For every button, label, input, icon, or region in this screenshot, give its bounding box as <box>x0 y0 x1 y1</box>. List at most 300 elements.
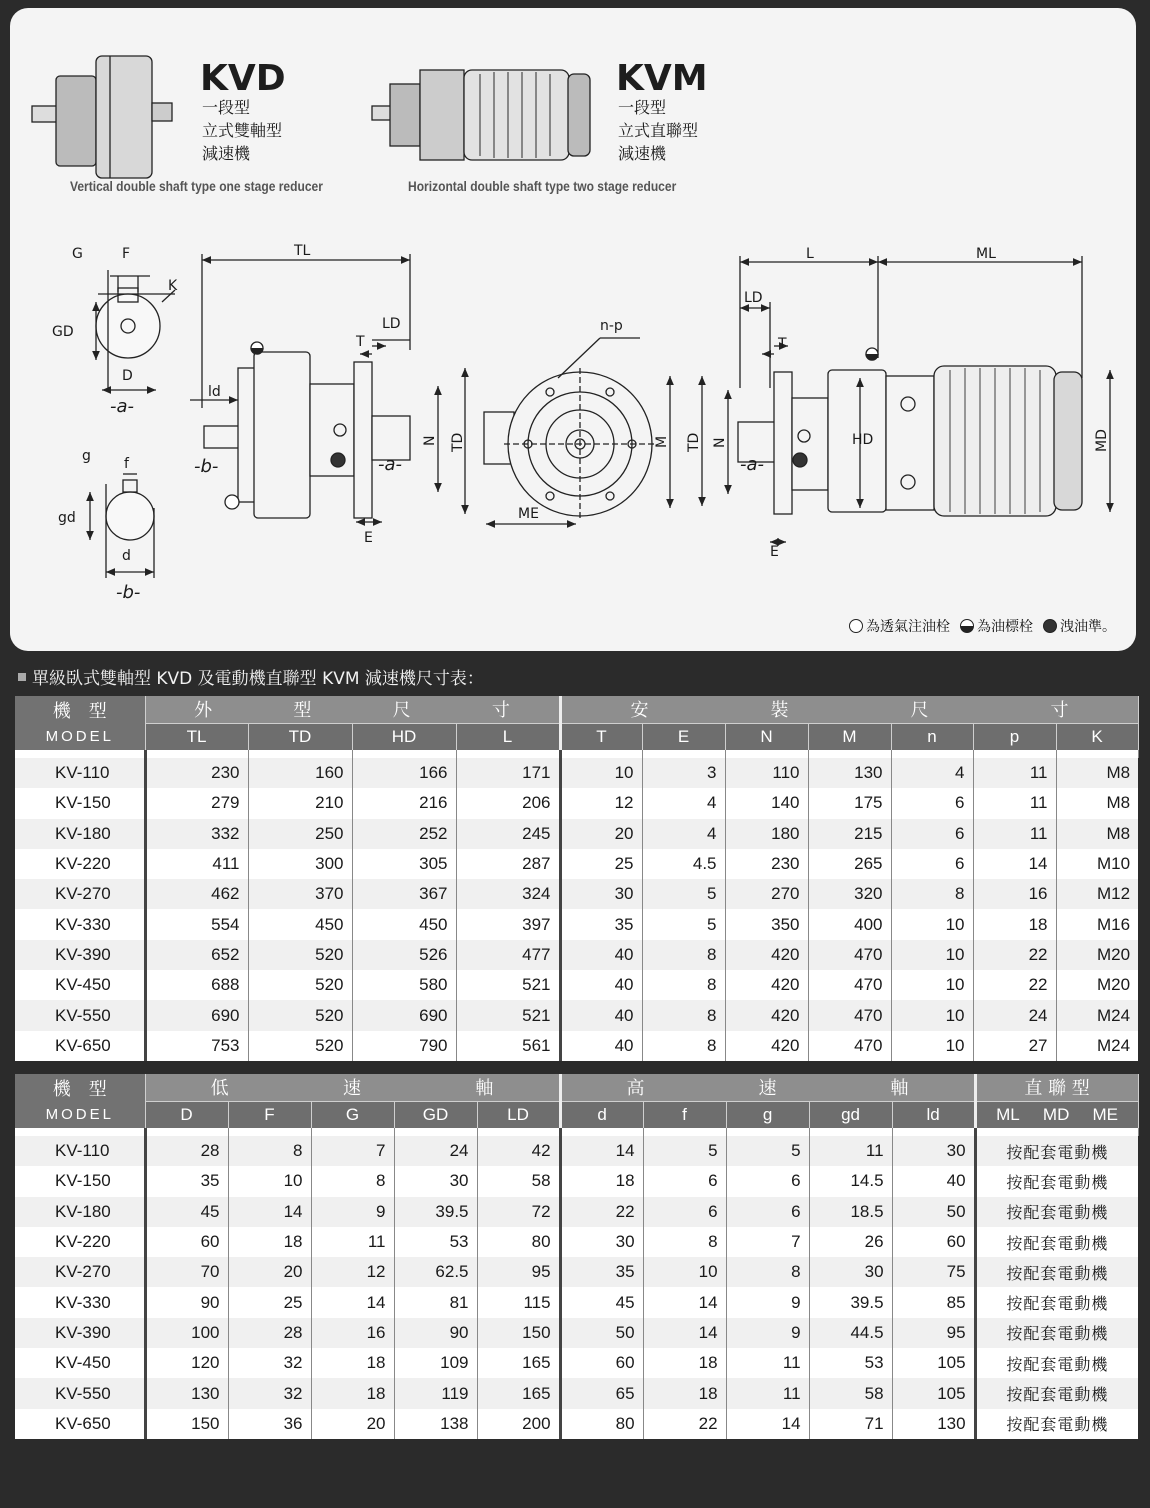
value-cell: 75 <box>892 1257 975 1287</box>
spacer-cell <box>456 750 560 758</box>
value-cell: 270 <box>725 879 808 909</box>
dim-label: n-p <box>600 318 623 334</box>
value-cell: 10 <box>560 758 642 788</box>
dim-label: F <box>122 246 131 262</box>
value-cell: 35 <box>560 909 642 939</box>
spacer-cell <box>228 1128 311 1136</box>
value-cell: 39.5 <box>394 1197 477 1227</box>
value-cell: 30 <box>394 1166 477 1196</box>
kvm-desc-line: 一段型 <box>618 98 667 117</box>
value-cell: 367 <box>352 879 456 909</box>
value-cell: 150 <box>145 1409 228 1439</box>
value-cell: 520 <box>248 970 352 1000</box>
value-cell: 53 <box>809 1348 892 1378</box>
value-cell: 105 <box>892 1378 975 1408</box>
value-cell: 150 <box>477 1318 560 1348</box>
table-row <box>15 970 1138 1000</box>
value-cell: 130 <box>808 758 891 788</box>
table-row <box>15 1287 1138 1317</box>
dim-label: HD <box>852 432 874 448</box>
value-cell: 22 <box>973 940 1056 970</box>
value-cell: 7 <box>726 1227 809 1257</box>
column-header: TL <box>145 723 248 750</box>
value-cell: 81 <box>394 1287 477 1317</box>
value-cell: 100 <box>145 1318 228 1348</box>
value-cell: 22 <box>973 970 1056 1000</box>
motor-note-cell: 按配套電動機 <box>975 1257 1138 1287</box>
value-cell: 332 <box>145 819 248 849</box>
dimension-table-2 <box>15 1074 1139 1439</box>
view-label: -a- <box>378 454 403 475</box>
column-header: M <box>808 723 891 750</box>
value-cell: 206 <box>456 788 560 818</box>
value-cell: 32 <box>228 1378 311 1408</box>
drain-plug-icon <box>1043 619 1057 633</box>
group-char: 軸 <box>475 1078 494 1100</box>
section-title-text: 單級臥式雙軸型 KVD 及電動機直聯型 KVM 減速機尺寸表： <box>32 669 484 689</box>
value-cell: 8 <box>891 879 973 909</box>
model-cell: KV-650 <box>15 1409 145 1439</box>
value-cell: 287 <box>456 849 560 879</box>
value-cell: 27 <box>973 1031 1056 1061</box>
value-cell: 11 <box>726 1378 809 1408</box>
value-cell: M20 <box>1056 970 1138 1000</box>
value-cell: 526 <box>352 940 456 970</box>
model-cell: KV-550 <box>15 1000 145 1030</box>
group-char: 軸 <box>890 1078 909 1100</box>
value-cell: 6 <box>891 849 973 879</box>
kvd-model-name: KVD <box>200 58 286 99</box>
value-cell: M20 <box>1056 940 1138 970</box>
spacer-cell <box>891 750 973 758</box>
column-header: ld <box>892 1101 975 1128</box>
value-cell: 120 <box>145 1348 228 1378</box>
value-cell: 10 <box>891 1031 973 1061</box>
value-cell: 32 <box>228 1348 311 1378</box>
value-cell: 30 <box>560 1227 643 1257</box>
value-cell: 39.5 <box>809 1287 892 1317</box>
value-cell: 60 <box>145 1227 228 1257</box>
motor-note-cell: 按配套電動機 <box>975 1348 1138 1378</box>
value-cell: 10 <box>643 1257 726 1287</box>
group-header-outline <box>145 696 560 723</box>
spacer-cell <box>15 750 145 758</box>
value-cell: 22 <box>643 1409 726 1439</box>
group-char: 安 <box>630 700 649 722</box>
value-cell: 411 <box>145 849 248 879</box>
value-cell: 130 <box>145 1378 228 1408</box>
value-cell: 71 <box>809 1409 892 1439</box>
value-cell: 520 <box>248 940 352 970</box>
value-cell: M8 <box>1056 819 1138 849</box>
value-cell: 160 <box>248 758 352 788</box>
value-cell: 6 <box>726 1166 809 1196</box>
bullet-icon <box>18 673 26 681</box>
spacer-cell <box>145 750 248 758</box>
column-header-direct <box>975 1101 1138 1128</box>
value-cell: 9 <box>726 1318 809 1348</box>
value-cell: 28 <box>145 1136 228 1166</box>
spacer-cell <box>726 1128 809 1136</box>
value-cell: 28 <box>228 1318 311 1348</box>
value-cell: 11 <box>973 819 1056 849</box>
column-header: gd <box>809 1101 892 1128</box>
value-cell: 690 <box>352 1000 456 1030</box>
value-cell: 10 <box>228 1166 311 1196</box>
dim-label: T <box>356 334 365 350</box>
legend <box>843 616 1116 636</box>
value-cell: 60 <box>560 1348 643 1378</box>
column-header: L <box>456 723 560 750</box>
value-cell: 45 <box>560 1287 643 1317</box>
dim-label: N <box>712 437 728 448</box>
value-cell: 305 <box>352 849 456 879</box>
value-cell: 8 <box>643 1227 726 1257</box>
direct-col: ML <box>996 1104 1020 1124</box>
value-cell: 26 <box>809 1227 892 1257</box>
low-speed-shaft-section <box>96 270 175 390</box>
spacer-cell <box>642 750 725 758</box>
model-cell: KV-110 <box>15 1136 145 1166</box>
value-cell: M16 <box>1056 909 1138 939</box>
value-cell: 215 <box>808 819 891 849</box>
value-cell: 5 <box>726 1136 809 1166</box>
dim-label: TD <box>450 432 466 452</box>
model-cell: KV-180 <box>15 819 145 849</box>
kvm-desc-line: 立式直聯型 <box>618 121 699 140</box>
spacer-cell <box>892 1128 975 1136</box>
value-cell: 95 <box>892 1318 975 1348</box>
direct-col: MD <box>1042 1104 1070 1124</box>
motor-note-cell: 按配套電動機 <box>975 1378 1138 1408</box>
value-cell: 9 <box>726 1287 809 1317</box>
spacer-cell <box>975 1128 1138 1136</box>
value-cell: 470 <box>808 1000 891 1030</box>
spacer-cell <box>1056 750 1138 758</box>
value-cell: 4.5 <box>642 849 725 879</box>
value-cell: 8 <box>642 940 725 970</box>
group-char: 尺 <box>392 700 411 722</box>
column-header: D <box>145 1101 228 1128</box>
table-header-row <box>15 1074 1138 1101</box>
group-char: 速 <box>343 1078 362 1100</box>
value-cell: 420 <box>725 940 808 970</box>
value-cell: 130 <box>892 1409 975 1439</box>
table-row <box>15 879 1138 909</box>
value-cell: 12 <box>560 788 642 818</box>
group-header-low-speed <box>145 1074 560 1101</box>
flange-front-view <box>484 338 670 524</box>
value-cell: 70 <box>145 1257 228 1287</box>
value-cell: 18 <box>311 1378 394 1408</box>
value-cell: 8 <box>642 1031 725 1061</box>
dimension-table-1 <box>15 696 1139 1061</box>
value-cell: 24 <box>394 1136 477 1166</box>
table-header-row <box>15 696 1138 723</box>
value-cell: M8 <box>1056 788 1138 818</box>
value-cell: 4 <box>642 819 725 849</box>
value-cell: 10 <box>891 940 973 970</box>
value-cell: 14.5 <box>809 1166 892 1196</box>
view-label: -a- <box>110 396 135 417</box>
spacer-cell <box>248 750 352 758</box>
value-cell: 397 <box>456 909 560 939</box>
column-header: TD <box>248 723 352 750</box>
model-cell: KV-110 <box>15 758 145 788</box>
value-cell: 12 <box>311 1257 394 1287</box>
dim-label: f <box>124 456 129 472</box>
value-cell: 35 <box>145 1166 228 1196</box>
table-row <box>15 1257 1138 1287</box>
dim-label: gd <box>58 510 76 526</box>
value-cell: 20 <box>228 1257 311 1287</box>
model-cell: KV-330 <box>15 909 145 939</box>
table-row <box>15 909 1138 939</box>
legend-item <box>849 616 950 636</box>
value-cell: 138 <box>394 1409 477 1439</box>
model-cell: KV-150 <box>15 1166 145 1196</box>
group-char: 裝 <box>770 700 789 722</box>
column-header: K <box>1056 723 1138 750</box>
value-cell: 521 <box>456 1000 560 1030</box>
value-cell: 8 <box>726 1257 809 1287</box>
group-char: 外 <box>194 700 213 722</box>
table-row <box>15 849 1138 879</box>
table-row <box>15 1227 1138 1257</box>
group-header-direct: 直 聯 型 <box>975 1074 1138 1101</box>
kvd-caption: Vertical double shaft type one stage reducer <box>70 178 323 194</box>
value-cell: 62.5 <box>394 1257 477 1287</box>
value-cell: 11 <box>973 758 1056 788</box>
dim-label: g <box>82 448 91 464</box>
value-cell: 477 <box>456 940 560 970</box>
dim-label: N <box>422 435 438 446</box>
value-cell: 18 <box>311 1348 394 1378</box>
motor-note-cell: 按配套電動機 <box>975 1227 1138 1257</box>
table-row <box>15 1166 1138 1196</box>
value-cell: 450 <box>352 909 456 939</box>
dim-label: ME <box>518 506 539 522</box>
value-cell: 165 <box>477 1348 560 1378</box>
model-cell: KV-270 <box>15 1257 145 1287</box>
value-cell: 210 <box>248 788 352 818</box>
spacer-cell <box>15 1128 145 1136</box>
value-cell: 230 <box>145 758 248 788</box>
column-header: LD <box>477 1101 560 1128</box>
model-cell: KV-180 <box>15 1197 145 1227</box>
value-cell: 110 <box>725 758 808 788</box>
value-cell: 95 <box>477 1257 560 1287</box>
value-cell: M24 <box>1056 1000 1138 1030</box>
value-cell: 14 <box>311 1287 394 1317</box>
value-cell: 4 <box>642 788 725 818</box>
motor-note-cell: 按配套電動機 <box>975 1166 1138 1196</box>
dim-label: GD <box>52 324 74 340</box>
model-header-zh: 機 型 <box>15 696 145 723</box>
value-cell: 521 <box>456 970 560 1000</box>
column-header: n <box>891 723 973 750</box>
value-cell: 470 <box>808 970 891 1000</box>
legend-label: 為油標栓 <box>977 619 1033 635</box>
value-cell: 18.5 <box>809 1197 892 1227</box>
value-cell: 18 <box>228 1227 311 1257</box>
value-cell: 14 <box>228 1197 311 1227</box>
value-cell: 250 <box>248 819 352 849</box>
group-char: 速 <box>758 1078 777 1100</box>
spacer-cell <box>560 1128 643 1136</box>
value-cell: 20 <box>560 819 642 849</box>
table-column-header-row <box>15 723 1138 750</box>
value-cell: 40 <box>560 970 642 1000</box>
model-cell: KV-220 <box>15 849 145 879</box>
value-cell: 105 <box>892 1348 975 1378</box>
value-cell: 40 <box>892 1166 975 1196</box>
value-cell: 265 <box>808 849 891 879</box>
value-cell: 16 <box>311 1318 394 1348</box>
value-cell: 140 <box>725 788 808 818</box>
value-cell: 462 <box>145 879 248 909</box>
value-cell: 14 <box>726 1409 809 1439</box>
value-cell: 790 <box>352 1031 456 1061</box>
kvd-side-view <box>190 254 465 522</box>
spacer-cell <box>560 750 642 758</box>
spacer-row <box>15 750 1138 758</box>
spacer-cell <box>973 750 1056 758</box>
column-header: G <box>311 1101 394 1128</box>
dim-label: d <box>122 548 131 564</box>
column-header: g <box>726 1101 809 1128</box>
value-cell: 5 <box>642 909 725 939</box>
dim-label: TL <box>294 243 311 259</box>
value-cell: 30 <box>560 879 642 909</box>
table-row <box>15 1318 1138 1348</box>
direct-col: ME <box>1092 1104 1118 1124</box>
value-cell: M8 <box>1056 758 1138 788</box>
value-cell: 3 <box>642 758 725 788</box>
value-cell: 53 <box>394 1227 477 1257</box>
model-header-en: MODEL <box>15 1101 145 1128</box>
spacer-cell <box>311 1128 394 1136</box>
value-cell: 350 <box>725 909 808 939</box>
value-cell: 109 <box>394 1348 477 1378</box>
table-row <box>15 1000 1138 1030</box>
table-row <box>15 788 1138 818</box>
value-cell: 40 <box>560 1031 642 1061</box>
value-cell: 14 <box>973 849 1056 879</box>
value-cell: 753 <box>145 1031 248 1061</box>
model-cell: KV-550 <box>15 1378 145 1408</box>
value-cell: 60 <box>892 1227 975 1257</box>
value-cell: 6 <box>891 788 973 818</box>
value-cell: 580 <box>352 970 456 1000</box>
value-cell: 30 <box>809 1257 892 1287</box>
value-cell: 370 <box>248 879 352 909</box>
value-cell: 4 <box>891 758 973 788</box>
value-cell: 300 <box>248 849 352 879</box>
dim-label: G <box>72 246 83 262</box>
value-cell: 245 <box>456 819 560 849</box>
column-header: T <box>560 723 642 750</box>
column-header: F <box>228 1101 311 1128</box>
value-cell: M10 <box>1056 849 1138 879</box>
group-header-mounting <box>560 696 1138 723</box>
value-cell: 690 <box>145 1000 248 1030</box>
value-cell: 180 <box>725 819 808 849</box>
group-char: 寸 <box>491 700 510 722</box>
value-cell: 11 <box>809 1136 892 1166</box>
value-cell: 6 <box>643 1197 726 1227</box>
value-cell: 5 <box>642 879 725 909</box>
kvm-caption: Horizontal double shaft type two stage reducer <box>408 178 677 194</box>
value-cell: 58 <box>809 1378 892 1408</box>
value-cell: 58 <box>477 1166 560 1196</box>
column-header: f <box>643 1101 726 1128</box>
value-cell: 24 <box>973 1000 1056 1030</box>
column-header: HD <box>352 723 456 750</box>
drawing-panel <box>10 8 1136 651</box>
section-title <box>18 664 484 689</box>
motor-note-cell: 按配套電動機 <box>975 1409 1138 1439</box>
model-cell: KV-450 <box>15 1348 145 1378</box>
table-row <box>15 1136 1138 1166</box>
value-cell: 8 <box>642 970 725 1000</box>
spacer-cell <box>352 750 456 758</box>
value-cell: 230 <box>725 849 808 879</box>
table-row <box>15 819 1138 849</box>
value-cell: 80 <box>560 1409 643 1439</box>
group-char: 尺 <box>910 700 929 722</box>
legend-item <box>1043 616 1116 636</box>
value-cell: 115 <box>477 1287 560 1317</box>
value-cell: 14 <box>560 1136 643 1166</box>
value-cell: 50 <box>892 1197 975 1227</box>
value-cell: M24 <box>1056 1031 1138 1061</box>
dim-label: LD <box>744 290 763 306</box>
spacer-cell <box>145 1128 228 1136</box>
value-cell: 35 <box>560 1257 643 1287</box>
value-cell: 450 <box>248 909 352 939</box>
kvd-desc-line: 立式雙軸型 <box>202 121 283 140</box>
spacer-cell <box>808 750 891 758</box>
value-cell: 11 <box>726 1348 809 1378</box>
column-header: N <box>725 723 808 750</box>
spacer-cell <box>643 1128 726 1136</box>
value-cell: 324 <box>456 879 560 909</box>
table-body <box>15 750 1138 1061</box>
spacer-cell <box>394 1128 477 1136</box>
spacer-row <box>15 1128 1138 1136</box>
table-row <box>15 758 1138 788</box>
dim-label: MD <box>1094 429 1110 452</box>
view-label: -b- <box>116 582 141 603</box>
legend-label: 洩油準。 <box>1060 619 1116 635</box>
spacer-cell <box>725 750 808 758</box>
value-cell: 279 <box>145 788 248 818</box>
table-body <box>15 1128 1138 1439</box>
value-cell: 7 <box>311 1136 394 1166</box>
value-cell: 171 <box>456 758 560 788</box>
value-cell: 8 <box>228 1136 311 1166</box>
value-cell: 400 <box>808 909 891 939</box>
legend-item <box>960 616 1033 636</box>
value-cell: 8 <box>311 1166 394 1196</box>
value-cell: 45 <box>145 1197 228 1227</box>
oil-gauge-icon <box>960 619 974 633</box>
column-header: GD <box>394 1101 477 1128</box>
value-cell: 6 <box>643 1166 726 1196</box>
kvm-side-view <box>702 256 1110 542</box>
dim-label: LD <box>382 316 401 332</box>
